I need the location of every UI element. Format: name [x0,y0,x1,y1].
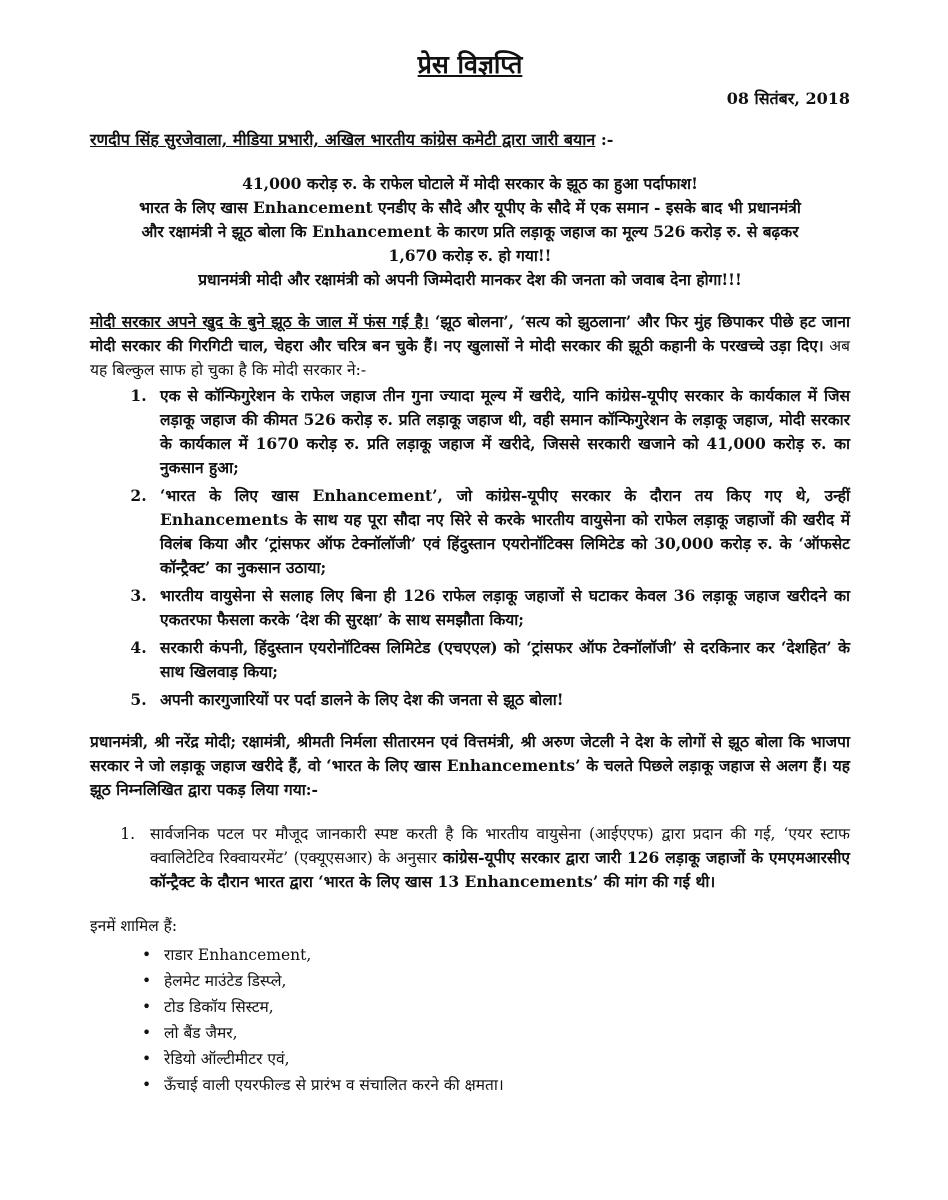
list-item [142,968,850,994]
headline-line: प्रधानमंत्री मोदी और रक्षामंत्री को अपनी जिम्मेदारी मानकर देश की जनता को जवाब देना होगा!!! [198,270,742,289]
includes-heading: इनमें शामिल हैं: [90,917,178,935]
byline [90,128,850,152]
intro-paragraph [90,310,850,382]
bullet-icon: • [142,972,152,990]
list-item: 2. ‘भारत के लिए खास Enhancement’, जो कांग्रेस-यूपीए सरकार के दौरान तय किए गए थे, उन्हीं Enhancements के साथ यह पूरा सौदा नए सिरे से करके भारतीय वायुसेना को राफेल लड़ाकू जहाजों की खरीद में विलंब किया और ‘ट्रांसफर ऑफ टेक्नॉलॉजी’ एवं हिंदुस्तान एयरोनॉटिक्स लिमिटेड को 30,000 करोड़ रु. के ‘ऑफसेट कॉन्ट्रैक्ट’ का नुकसान उठाया; [152,484,850,580]
list-item-text: ऊँचाई वाली एयरफील्ड से प्रारंभ व संचालित करने की क्षमता। [164,1076,504,1094]
headline-line: 1,670 करोड़ रु. हो गया!! [388,246,552,265]
list-item: 4. सरकारी कंपनी, हिंदुस्तान एयरोनॉटिक्स लिमिटेड (एचएएल) को ‘ट्रांसफर ऑफ टेक्नॉलॉजी’ से दरकिनार कर ‘देशहित’ के साथ खिलवाड़ किया; [152,636,850,684]
release-date: 08 सितंबर, 2018 [726,89,850,108]
list-item [142,1072,850,1098]
byline-text: रणदीप सिंह सुरजेवाला, मीडिया प्रभारी, अखिल भारतीय कांग्रेस कमेटी द्वारा जारी बयान [90,130,596,149]
headline-line: भारत के लिए खास Enhancement एनडीए के सौदे और यूपीए के सौदे में एक समान - इसके बाद भी प्रधानमंत्री [139,198,801,217]
enhancements-list [90,942,850,1098]
second-paragraph: प्रधानमंत्री, श्री नरेंद्र मोदी; रक्षामंत्री, श्रीमती निर्मला सीतारमन एवं वित्तमंत्री, श्री अरुण जेटली ने देश के लोगों से झूठ बोला कि भाजपा सरकार ने जो लड़ाकू जहाज खरीदे हैं, वो ‘भारत के लिए खास Enhancements’ के चलते पिछले लड़ाकू जहाज से अलग हैं। यह झूठ निम्नलिखित द्वारा पकड़ लिया गया:- [90,732,850,799]
list-item-text: राडार Enhancement, [164,946,312,964]
bullet-icon: • [142,1024,152,1042]
headline-line: 41,000 करोड़ रु. के राफेल घोटाले में मोदी सरकार के झूठ का हुआ पर्दाफाश! [242,174,698,193]
list-item [142,942,850,968]
list-item [142,1046,850,1072]
intro-underlined-text: मोदी सरकार अपने खुद के बुने झूठ के जाल में फंस गई है। [90,312,429,331]
list-item [142,994,850,1020]
byline-suffix: :- [595,130,614,149]
list-item [142,1020,850,1046]
list-item: 5. अपनी कारगुजारियों पर पर्दा डालने के लिए देश की जनता से झूठ बोला! [152,688,850,712]
list-item-text: लो बैंड जैमर, [164,1024,238,1042]
bullet-icon: • [142,946,152,964]
bullet-icon: • [142,998,152,1016]
allegations-list [90,384,850,712]
intro-bold-text: ‘झूठ बोलना’, ‘सत्य को झुठलाना’ और फिर मुंह छिपाकर पीछे हट जाना मोदी सरकार की गिरगिटी चाल, चेहरा और चरित्र बन चुके हैं। नए खुलासों ने मोदी सरकार की झूठी कहानी के परखच्चे उड़ा दिए। [90,312,851,355]
evidence-list [90,822,850,894]
headline-line: और रक्षामंत्री ने झूठ बोला कि Enhancement के कारण प्रति लड़ाकू जहाज का मूल्य 526 करोड़ रु. से बढ़कर [141,222,799,241]
list-item [140,822,850,894]
bullet-icon: • [142,1076,152,1094]
evidence-bold-text: कांग्रेस-यूपीए सरकार द्वारा जारी 126 लड़ाकू जहाजों के एमएमआरसीए कॉन्ट्रैक्ट के दौरान भारत द्वारा ‘भारत के लिए खास 13 Enhancements’ की मांग की गई थी। [150,848,850,891]
list-item-text: टोड डिकॉय सिस्टम, [164,998,274,1016]
headline-block [90,172,850,292]
list-item: 3. भारतीय वायुसेना से सलाह लिए बिना ही 126 राफेल लड़ाकू जहाजों से घटाकर केवल 36 लड़ाकू जहाज खरीदने का एकतरफा फैसला करके ‘देश की सुरक्षा’ के साथ समझौता किया; [152,584,850,632]
list-item: 1. एक से कॉन्फिगुरेशन के राफेल जहाज तीन गुना ज्यादा मूल्य में खरीदे, यानि कांग्रेस-यूपीए सरकार के कार्यकाल में जिस लड़ाकू जहाज की कीमत 526 करोड़ रु. प्रति लड़ाकू जहाज थी, वही समान कॉन्फिगुरेशन के लड़ाकू जहाज, मोदी सरकार के कार्यकाल में 1670 करोड़ रु. प्रति लड़ाकू जहाज में खरीदे, जिससे सरकारी खजाने को 41,000 करोड़ रु. का नुकसान हुआ; [152,384,850,480]
list-item-text: रेडियो ऑल्टीमीटर एवं, [164,1050,290,1068]
evidence-plain-text: सार्वजनिक पटल पर मौजूद जानकारी स्पष्ट करती है कि भारतीय वायुसेना (आईएएफ) द्वारा प्रदान की गई, ‘एयर स्टाफ क्वालिटेटिव रिक्वायरमेंट’ (एक्यूएसआर) के अनुसार [150,825,850,867]
document-title: प्रेस विज्ञप्ति [417,50,523,79]
intro-plain-text: अब यह बिल्कुल साफ हो चुका है कि मोदी सरकार ने:- [90,337,850,379]
bullet-icon: • [142,1050,152,1068]
list-item-text: हेलमेट माउंटेड डिस्प्ले, [164,972,287,990]
